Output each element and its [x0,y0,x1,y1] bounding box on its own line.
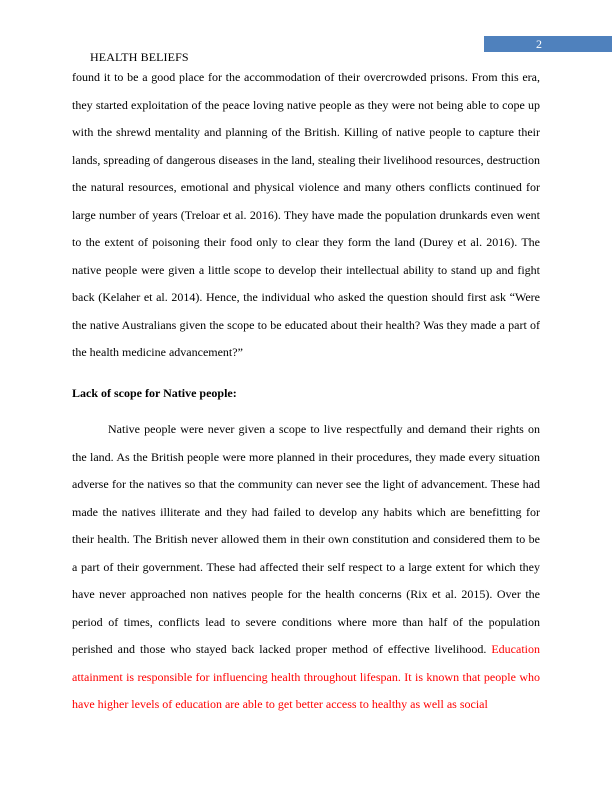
body-paragraph-1: found it to be a good place for the accommodation of their overcrowded prisons. From this era, they started exploitation of the peace loving native people as they were not being able to cope up with the shrewd mentality and planning of the British. Killing of native people to capture their lands, spreading of dangerous diseases in the land, stealing their livelihood resources, destruction the natural resources, emotional and physical violence and many others conflicts continued for large number of years (Treloar et al. 2016). They have made the population drunkards even went to the extent of poisoning their food only to clear they form the land (Durey et al. 2016). The native people were given a little scope to develop their intellectual ability to stand up and fight back (Kelaher et al. 2014). Hence, the individual who asked the question should first ask “Were the native Australians given the scope to be educated about their health? Was they made a part of the health medicine advancement?” [72,70,540,359]
page-number: 2 [536,37,542,51]
paragraph-2-text: Native people were never given a scope to live respectfully and demand their rights on the land. As the British people were more planned in their procedures, they made every situation adverse for the natives so that the community can never see the light of advancement. These had made the natives illiterate and they had failed to develop any habits which are benefitting for their health. The British never allowed them in their own constitution and considered them to be a part of their government. These had affected their self respect to a large extent for which they have never approached non natives people for the health concerns (Rix et al. 2015). Over the period of times, conflicts lead to severe conditions where more than half of the population perished and those who stayed back lacked proper method of effective livelihood. [72,422,540,656]
section-heading: Lack of scope for Native people: [72,386,237,400]
body-paragraph-2 [72,416,540,719]
highlighted-text: Education attainment is responsible for influencing health throughout lifespan. It is known that people who have higher levels of education are able to get better access to healthy as well as social [72,642,540,711]
page-number-bar [484,36,612,52]
running-head: HEALTH BELIEFS [90,50,189,64]
